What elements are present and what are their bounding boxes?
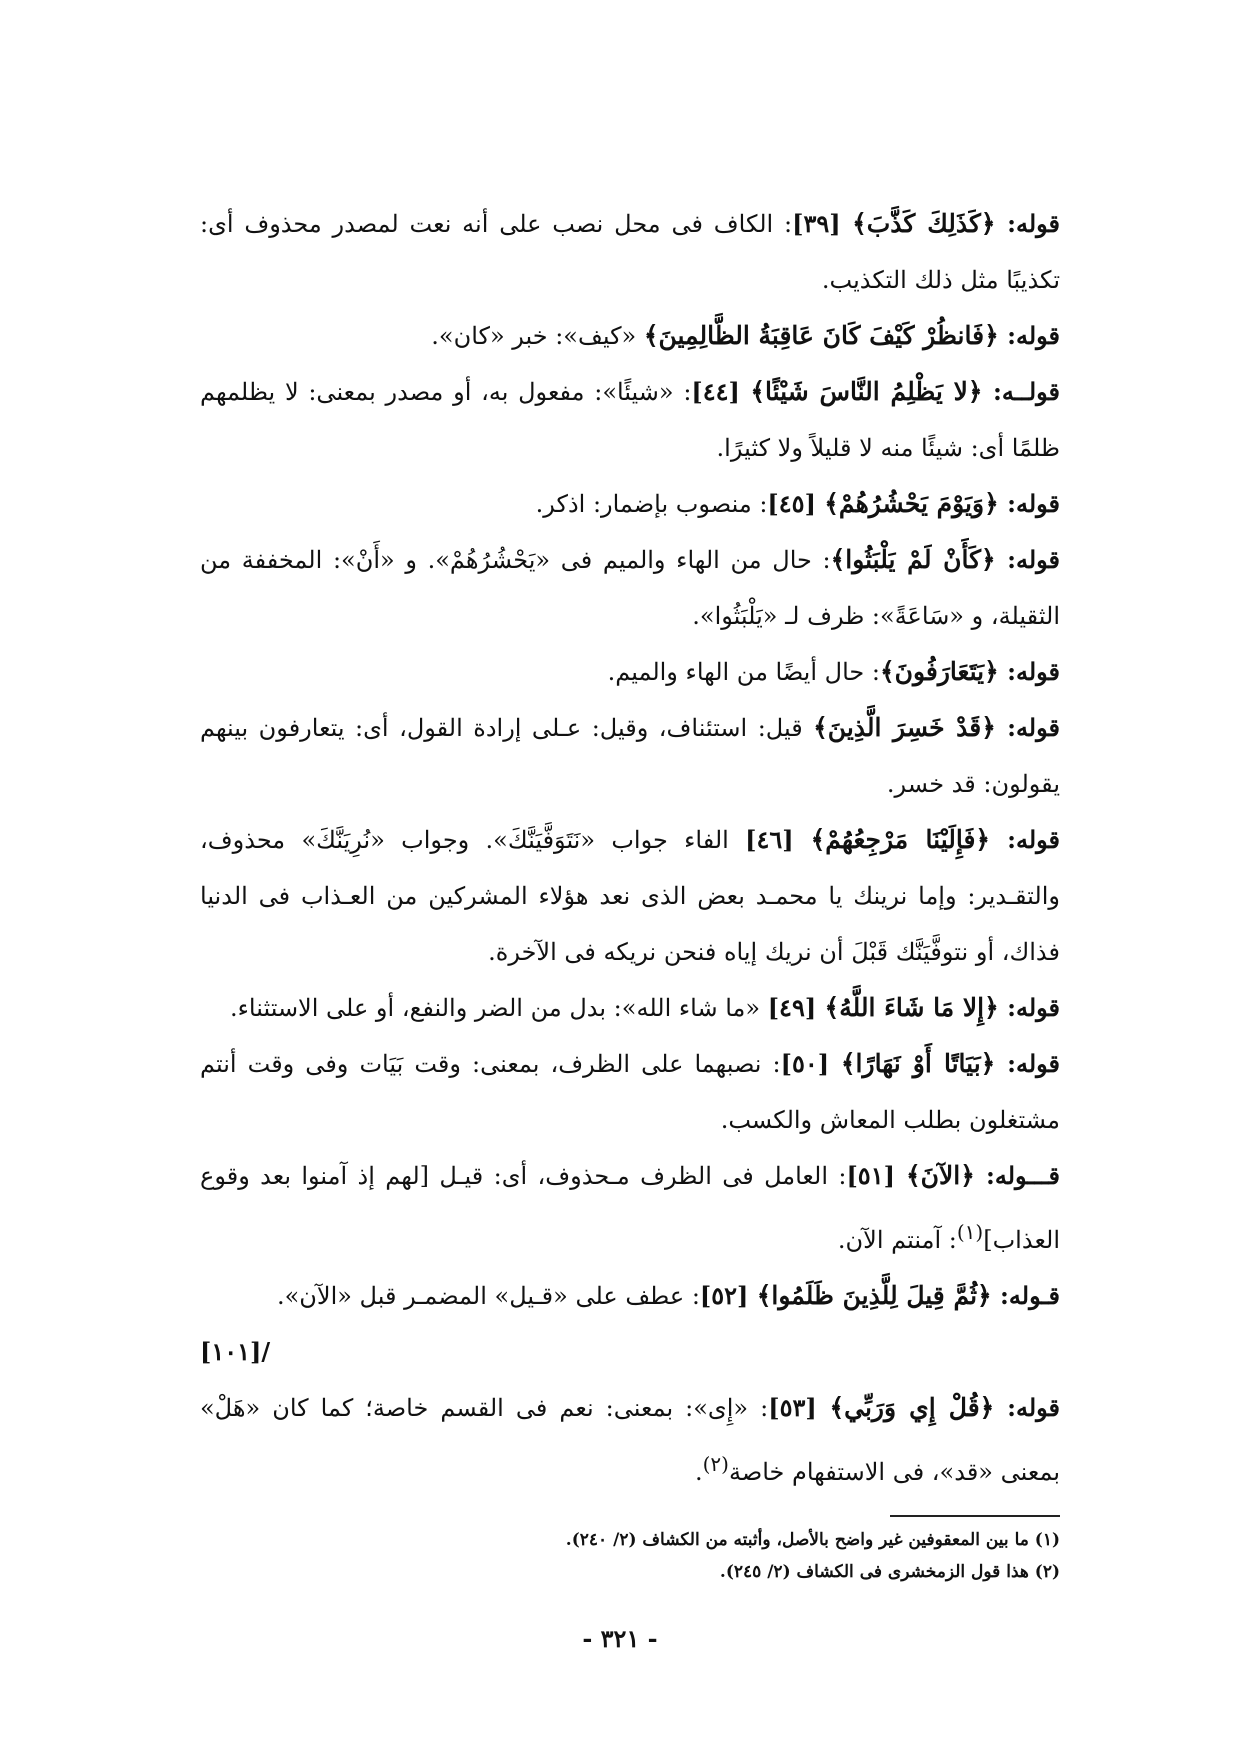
manuscript-folio-reference	[200, 1324, 1060, 1380]
commentary-text: «ما شاء الله»: بدل من الضر والنفع، أو على الاستثناء.	[229, 994, 768, 1022]
commentary-text: : «إِى»: بمعنى: نعم فى القسم خاصة؛ كما كان «هَلْ» بمعنى «قد»، فى الاستفهام خاصة	[200, 1394, 1060, 1486]
quran-verse: ﴿كَأَنْ لَمْ يَلْبَثُوا﴾	[830, 545, 996, 574]
verse-number: [٣٩]	[792, 209, 853, 238]
quran-verse: ﴿قُلْ إِي وَرَبِّي﴾	[829, 1393, 995, 1422]
quran-verse: ﴿يَتَعَارَفُونَ﴾	[879, 657, 999, 686]
lead-word: قوله:	[994, 1393, 1061, 1422]
lead-word: قوله:	[995, 545, 1061, 574]
commentary-text-continued: .	[694, 1458, 703, 1486]
commentary-text: : حال أيضًا من الهاء والميم.	[607, 658, 880, 686]
quran-verse: ﴿ثُمَّ قِيلَ لِلَّذِينَ ظَلَمُوا﴾	[756, 1281, 992, 1310]
commentary-text: : الكاف فى محل نصب على أنه نعت لمصدر محذوف أى: تكذيبًا مثل ذلك التكذيب.	[200, 210, 1060, 294]
paragraph-11	[200, 1148, 1060, 1268]
lead-word: قوله:	[995, 713, 1060, 742]
commentary-text: الفاء جواب «نَتَوَفَّيَنَّكَ». وجواب «نُرِيَنَّكَ» محذوف، والتقـدير: وإما نرينك يا محمـد بعض الذى نعد هؤلاء المشركين من العـذاب فى الدنيا فذاك، أو نتوفَّيَنَّك قَبْلَ أن نريك إياه فنحن نريكه فى الآخرة.	[200, 826, 1060, 966]
paragraph-5	[200, 532, 1060, 644]
commentary-text: قيل: استئناف، وقيل: عـلى إرادة القول، أى: يتعارفون بينهم يقولون: قد خسر.	[200, 714, 1060, 798]
lead-word: قوله:	[998, 657, 1060, 686]
verse-number: [٤٩]	[767, 993, 825, 1022]
commentary-text: «كيف»: خبر «كان».	[431, 322, 644, 350]
quran-verse: ﴿لا يَظْلِمُ النَّاسَ شَيْئًا﴾	[750, 377, 983, 406]
lead-word: قوله:	[990, 825, 1061, 854]
verse-number: [٥٠]	[780, 1049, 841, 1078]
commentary-text: : منصوب بإضمار: اذكر.	[535, 490, 768, 518]
paragraph-4	[200, 476, 1060, 532]
page-number: - ٣٢١ -	[582, 1624, 658, 1653]
footnote-marker: (١)	[956, 1220, 984, 1244]
lead-word: قوله:	[995, 1049, 1061, 1078]
lead-word: قولــه:	[982, 377, 1060, 406]
lead-word: قوله:	[995, 209, 1061, 238]
verse-number: [٤٤]	[691, 377, 751, 406]
quran-verse: ﴿الآنَ﴾	[906, 1161, 975, 1190]
commentary-text: : «شيئًا»: مفعول به، أو مصدر بمعنى: لا يظلمهم ظلمًا أى: شيئًا منه لا قليلاً ولا كثيرًا.	[200, 378, 1060, 462]
paragraph-3	[200, 364, 1060, 476]
folio-number: [١٠١]/	[200, 1337, 271, 1366]
quran-verse: ﴿إِلا مَا شَاءَ اللَّهُ﴾	[824, 993, 999, 1022]
footnote-divider	[890, 1515, 1060, 1517]
verse-number: [٤٥]	[767, 489, 825, 518]
paragraph-9	[200, 980, 1060, 1036]
paragraph-1	[200, 196, 1060, 308]
paragraph-2	[200, 308, 1060, 364]
lead-word: قوله:	[998, 993, 1060, 1022]
commentary-text: : نصبهما على الظرف، بمعنى: وقت بَيَات وفى وقت أنتم مشتغلون بطلب المعاش والكسب.	[200, 1050, 1060, 1134]
quran-verse: ﴿كَذَلِكَ كَذَّبَ﴾	[852, 209, 996, 238]
quran-verse: ﴿قَدْ خَسِرَ الَّذِينَ﴾	[813, 713, 996, 742]
verse-number: [٤٦]	[745, 825, 811, 854]
paragraph-6	[200, 644, 1060, 700]
paragraph-13	[200, 1380, 1060, 1500]
lead-word: قـــوله:	[974, 1161, 1060, 1190]
paragraph-8	[200, 812, 1060, 980]
verse-number: [٥٢]	[699, 1281, 757, 1310]
commentary-text: : عطف على «قـيل» المضمـر قبل «الآن».	[276, 1282, 700, 1310]
quran-verse: ﴿بَيَاتًا أَوْ نَهَارًا﴾	[840, 1049, 996, 1078]
footnote-1: (١) ما بين المعقوفين غير واضح بالأصل، وأثبته من الكشاف (٢/ ٢٤٠).	[565, 1530, 1060, 1550]
paragraph-10	[200, 1036, 1060, 1148]
main-text	[200, 196, 1060, 1500]
commentary-text: : حال من الهاء والميم فى «يَحْشُرُهُمْ». و «أَنْ»: المخففة من الثقيلة، و «سَاعَةً»: ظرف لـ «يَلْبَثُوا».	[200, 546, 1060, 630]
lead-word: قوله:	[998, 489, 1060, 518]
commentary-text-continued: : آمنتم الآن.	[837, 1226, 957, 1254]
commentary-text: : العامل فى الظرف مـحذوف، أى: قيـل [لهم إذ آمنوا بعد وقوع العذاب]	[200, 1162, 1060, 1254]
paragraph-12	[200, 1268, 1060, 1324]
quran-verse: ﴿فَإِلَيْنَا مَرْجِعُهُمْ﴾	[810, 825, 991, 854]
verse-number: [٥٣]	[768, 1393, 830, 1422]
verse-number: [٥١]	[846, 1161, 907, 1190]
footnote-2: (٢) هذا قول الزمخشرى فى الكشاف (٢/ ٢٤٥).	[719, 1562, 1060, 1582]
lead-word: قـوله:	[991, 1281, 1060, 1310]
paragraph-7	[200, 700, 1060, 812]
lead-word: قوله:	[998, 321, 1060, 350]
quran-verse: ﴿فَانظُرْ كَيْفَ كَانَ عَاقِبَةُ الظَّالِمِينَ﴾	[643, 321, 999, 350]
footnote-marker: (٢)	[702, 1452, 729, 1476]
quran-verse: ﴿وَيَوْمَ يَحْشُرُهُمْ﴾	[824, 489, 999, 518]
footnotes	[520, 1524, 1060, 1588]
